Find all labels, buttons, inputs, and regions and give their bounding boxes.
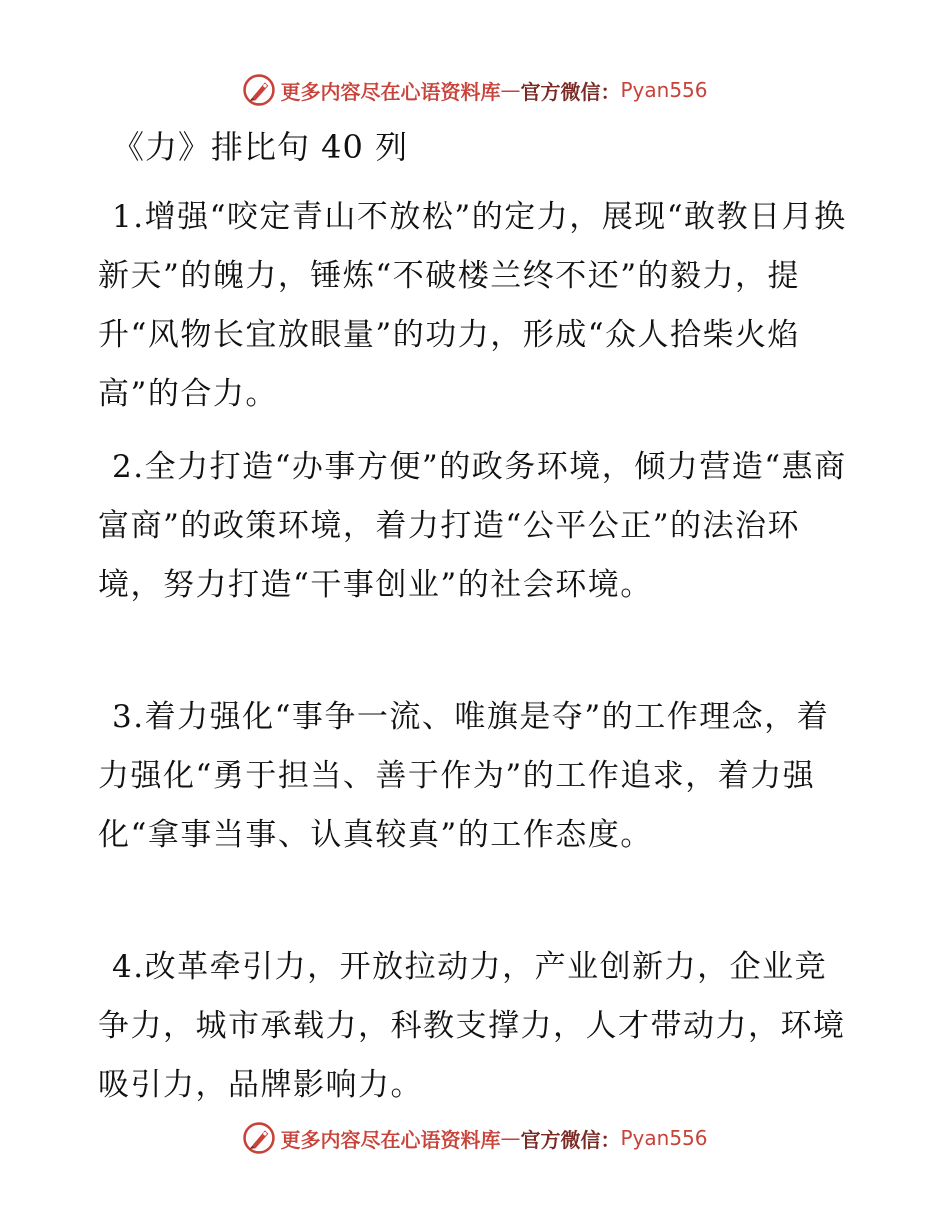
banner-wechat-label: 官方微信： xyxy=(520,1127,621,1152)
document-title: 《力》排比句 40 列 xyxy=(112,128,409,166)
banner-wechat-id: Pyan556 xyxy=(620,78,708,102)
banner-dash: — xyxy=(500,1126,521,1150)
paragraph-4: 4.改革牵引力，开放拉动力，产业创新力，企业竞争力，城市承载力，科教支撑力，人才带动力，环境吸引力，品牌影响力。 xyxy=(98,949,846,1103)
banner-wechat-id: Pyan556 xyxy=(620,1126,708,1150)
banner-wechat-label: 官方微信： xyxy=(520,79,621,104)
footer-watermark-banner xyxy=(0,1118,950,1158)
fountain-pen-logo-icon xyxy=(242,1121,276,1155)
paragraph-1: 1.增强“咬定青山不放松”的定力，展现“敢教日月换新天”的魄力，锤炼“不破楼兰终不还”的毅力，提升“风物长宜放眼量”的功力，形成“众人拾柴火焰高”的合力。 xyxy=(98,199,847,412)
banner-dash: — xyxy=(500,78,521,102)
banner-site-name: 更多内容尽在心语资料库 xyxy=(280,1127,501,1152)
paragraph-2: 2.全力打造“办事方便”的政务环境，倾力营造“惠商富商”的政策环境，着力打造“公平公正”的法治环境，努力打造“干事创业”的社会环境。 xyxy=(98,449,847,603)
paragraph-3: 3.着力强化“事争一流、唯旗是夺”的工作理念，着力强化“勇于担当、善于作为”的工作追求，着力强化“拿事当事、认真较真”的工作态度。 xyxy=(98,699,830,853)
fountain-pen-logo-icon xyxy=(242,73,276,107)
header-watermark-banner xyxy=(0,70,950,110)
banner-site-name: 更多内容尽在心语资料库 xyxy=(280,79,501,104)
